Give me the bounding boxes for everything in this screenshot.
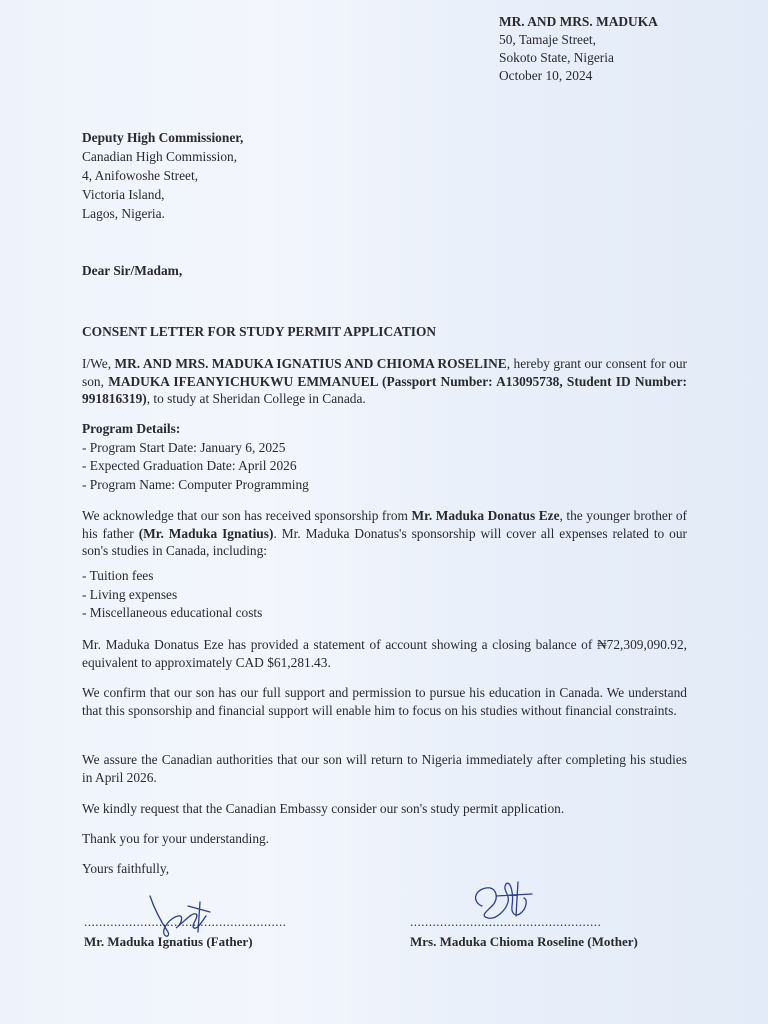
mother-signature-name: Mrs. Maduka Chioma Roseline (Mother): [410, 934, 638, 949]
text-run: , to study at Sheridan College in Canada.: [146, 391, 366, 406]
program-item: - Program Name: Computer Programming: [82, 476, 309, 492]
text-run: We acknowledge that our son has received sponsorship from: [82, 508, 412, 523]
expense-item: - Living expenses: [82, 586, 178, 602]
recipient-line: 4, Anifowoshe Street,: [82, 168, 199, 183]
sender-block: [499, 13, 658, 85]
recipient-line: Lagos, Nigeria.: [82, 206, 165, 221]
closing-line: Yours faithfully,: [82, 861, 170, 876]
text-run: I/We,: [82, 356, 115, 371]
expense-item: - Miscellaneous educational costs: [82, 605, 263, 620]
sponsor-name: Mr. Maduka Donatus Eze: [411, 508, 560, 523]
text-run: , the younger brother of his father: [82, 508, 687, 541]
sender-address-line: Sokoto State, Nigeria: [499, 50, 614, 65]
recipient-line: Victoria Island,: [82, 187, 165, 202]
program-item: - Program Start Date: January 6, 2025: [82, 439, 286, 455]
signature-line-mother: ...................................................: [410, 914, 602, 929]
father-signature-name: Mr. Maduka Ignatius (Father): [84, 934, 253, 949]
student-details: MADUKA IFEANYICHUKWU EMMANUEL (Passport Number: A13095738, Student ID Number: 991816319): [82, 373, 687, 406]
statement-paragraph: Mr. Maduka Donatus Eze has provided a statement of account showing a closing balance of ₦72,309,090.92, equivalent to approximately CAD $61,281.43.: [82, 637, 687, 670]
sender-address-line: 50, Tamaje Street,: [499, 32, 596, 47]
signature-line-father: ......................................................: [84, 914, 287, 929]
letter-subject: CONSENT LETTER FOR STUDY PERMIT APPLICATION: [82, 324, 437, 339]
return-paragraph: We assure the Canadian authorities that our son will return to Nigeria immediately after completing his studies in April 2026.: [82, 752, 687, 785]
expense-item: - Tuition fees: [82, 568, 154, 583]
parents-names: MR. AND MRS. MADUKA IGNATIUS AND CHIOMA ROSELINE: [114, 356, 507, 371]
text-run: , hereby grant our consent for our son,: [82, 356, 687, 389]
request-paragraph: We kindly request that the Canadian Embassy consider our son's study permit application.: [82, 801, 565, 816]
sender-name: MR. AND MRS. MADUKA: [499, 14, 658, 29]
recipient-block: [82, 128, 243, 223]
text-run: . Mr. Maduka Donatus's sponsorship will cover all expenses related to our son's studies in Canada, including:: [82, 525, 688, 558]
recipient-title: Deputy High Commissioner,: [82, 130, 244, 145]
sponsorship-paragraph: [82, 507, 687, 560]
letter-date: October 10, 2024: [499, 68, 593, 83]
expenses-list: [82, 567, 262, 623]
consent-paragraph: [82, 355, 687, 408]
program-details: [82, 420, 309, 494]
program-item: - Expected Graduation Date: April 2026: [82, 458, 297, 473]
salutation: Dear Sir/Madam,: [82, 263, 183, 278]
support-paragraph: We confirm that our son has our full support and permission to pursue his education in Canada. We understand that this sponsorship and financial support will enable him to focus on his studies without financial constraints.: [82, 685, 687, 718]
thanks-line: Thank you for your understanding.: [82, 831, 270, 846]
recipient-line: Canadian High Commission,: [82, 149, 238, 164]
program-heading: Program Details:: [82, 421, 181, 436]
father-name: (Mr. Maduka Ignatius): [138, 525, 274, 541]
